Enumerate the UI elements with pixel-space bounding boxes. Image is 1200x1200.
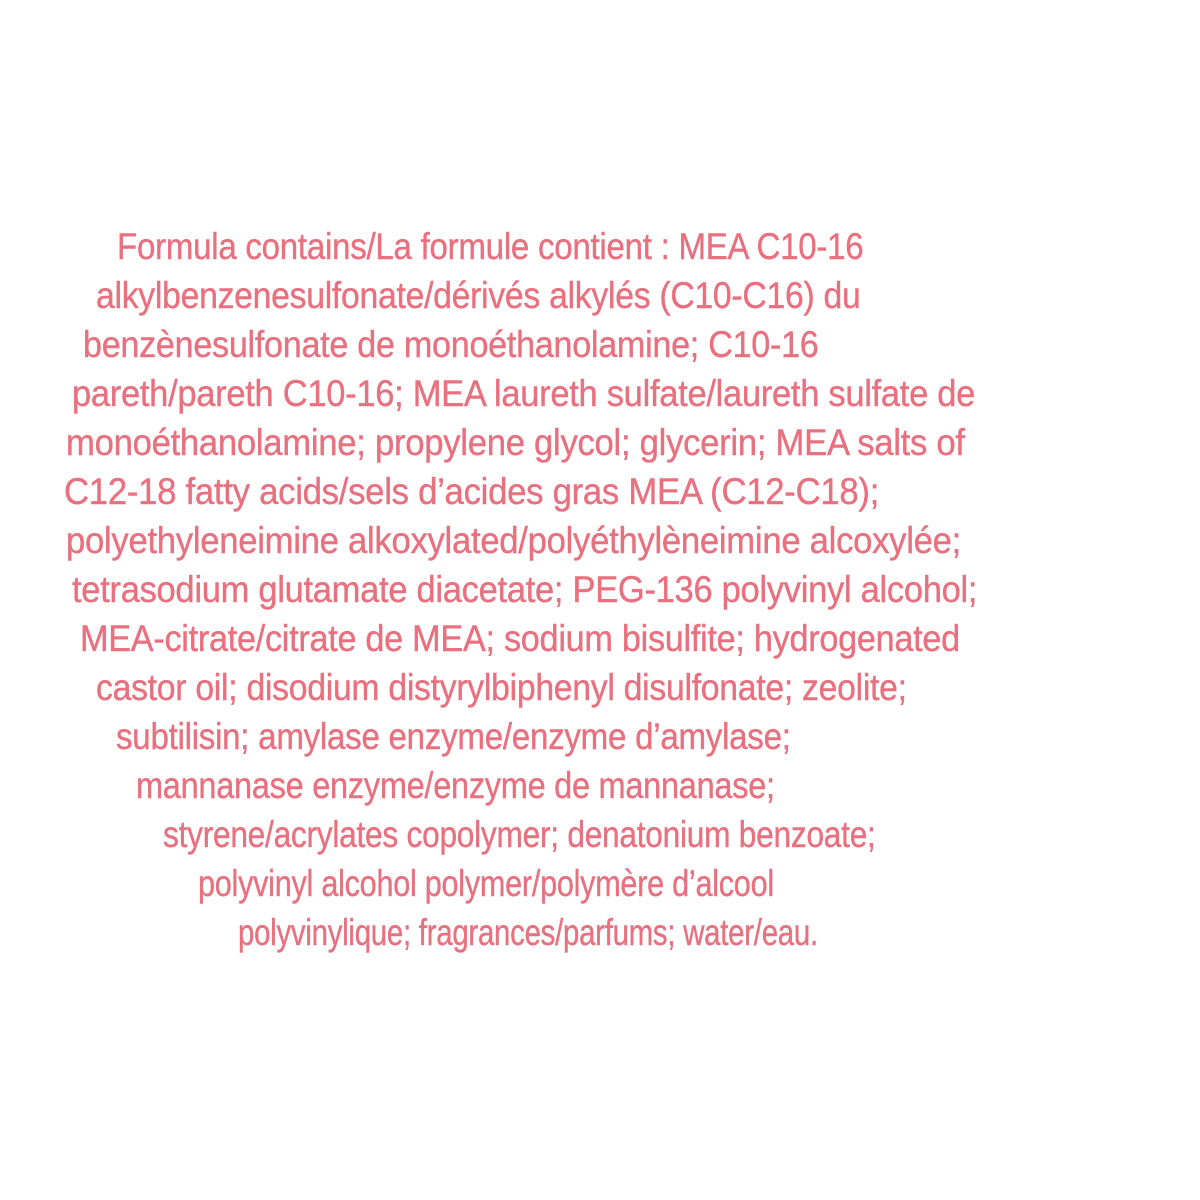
ingredients-line: MEA-citrate/citrate de MEA; sodium bisulfite; hydrogenated [80, 618, 960, 659]
ingredients-line: tetrasodium glutamate diacetate; PEG-136 polyvinyl alcohol; [72, 569, 978, 610]
ingredients-line: polyvinylique; fragrances/parfums; water/eau. [238, 912, 818, 953]
ingredients-line: monoéthanolamine; propylene glycol; glycerin; MEA salts of [66, 422, 965, 463]
ingredients-line: subtilisin; amylase enzyme/enzyme d’amylase; [116, 716, 791, 757]
ingredients-line: alkylbenzenesulfonate/dérivés alkylés (C10-C16) du [96, 275, 861, 316]
ingredients-line: polyvinyl alcohol polymer/polymère d’alcool [198, 863, 774, 904]
ingredients-line: C12-18 fatty acids/sels d’acides gras MEA (C12-C18); [64, 471, 880, 512]
ingredients-line: pareth/pareth C10-16; MEA laureth sulfate/laureth sulfate de [72, 373, 976, 414]
ingredients-line: Formula contains/La formule contient : MEA C10-16 [117, 226, 864, 267]
ingredients-line: polyethyleneimine alkoxylated/polyéthylèneimine alcoxylée; [66, 520, 961, 561]
ingredients-line: mannanase enzyme/enzyme de mannanase; [136, 765, 775, 806]
ingredients-line: styrene/acrylates copolymer; denatonium benzoate; [163, 814, 876, 855]
ingredients-line: benzènesulfonate de monoéthanolamine; C10-16 [83, 324, 819, 365]
ingredients-line: castor oil; disodium distyrylbiphenyl disulfonate; zeolite; [96, 667, 907, 708]
ingredients-list [0, 222, 1200, 957]
